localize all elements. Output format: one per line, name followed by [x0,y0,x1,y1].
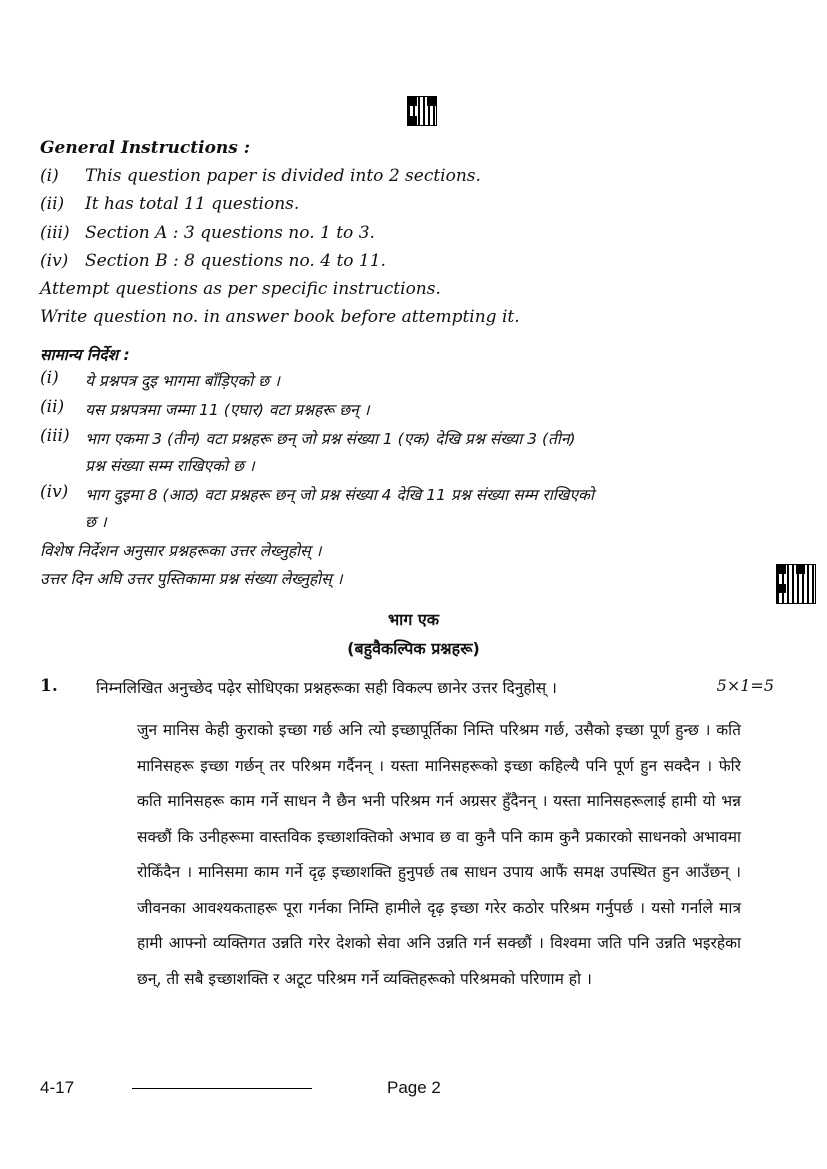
page-number: Page 2 [387,1078,441,1097]
general-instructions-heading: General Instructions : [40,138,251,158]
instruction-number: (i) [40,166,59,186]
question-text: निम्नलिखित अनुच्छेद पढ़ेर सोधिएका प्रश्नहरूका सही विकल्प छानेर उत्तर दिनुहोस् । [96,679,557,697]
instruction-note: Attempt questions as per specific instructions. [40,279,441,299]
instruction-text: भाग दुइमा 8 (आठ) वटा प्रश्नहरू छन् जो प्रश्न संख्या 4 देखि 11 प्रश्न संख्या सम्म राखिएको [85,486,594,504]
footer-divider [132,1088,312,1089]
qr-code-icon [776,564,816,604]
instruction-number: (iv) [40,482,69,502]
instruction-text: Section A : 3 questions no. 1 to 3. [85,223,375,243]
instruction-text: It has total 11 questions. [85,194,300,214]
instruction-number: (iii) [40,426,70,446]
instruction-text: यस प्रश्नपत्रमा जम्मा 11 (एघार) वटा प्रश्नहरू छन् । [85,401,370,419]
nepali-instructions-heading: सामान्य निर्देश : [40,346,130,364]
paper-code: 4-17 [40,1078,75,1097]
instruction-text: This question paper is divided into 2 sections. [85,166,481,186]
qr-code-icon [407,96,437,126]
instruction-text: प्रश्न संख्या सम्म राखिएको छ । [85,457,255,475]
instruction-note: विशेष निर्देशन अनुसार प्रश्नहरूका उत्तर लेख्नुहोस् । [40,542,322,560]
instruction-number: (ii) [40,194,65,214]
instruction-number: (iv) [40,251,69,271]
instruction-number: (ii) [40,397,65,417]
instruction-number: (iii) [40,223,70,243]
instruction-note: Write question no. in answer book before attempting it. [40,307,520,327]
section-subtitle: (बहुवैकल्पिक प्रश्नहरू) [347,639,480,658]
question-number: 1. [40,676,58,696]
reading-passage: जुन मानिस केही कुराको इच्छा गर्छ अनि त्यो इच्छापूर्तिका निम्ति परिश्रम गर्छ, उसैको इच्छा पूर्ण हुन्छ । कति मानिसहरू इच्छा गर्छन् तर परिश्रम गर्दैनन् । यस्ता मानिसहरूको इच्छा कहिल्यै पनि पूर्ण हुन सक्दैन । फेरि कति मानिसहरू काम गर्ने साधन नै छैन भनी परिश्रम गर्न अग्रसर हुँदैनन् । यस्ता मानिसहरूलाई हामी यो भन्न सक्छौं कि उनीहरूमा वास्तविक इच्छाशक्तिको अभाव छ वा कुनै पनि काम कुनै प्रकारको साधनको अभावमा रोकिँदैन । मानिसमा काम गर्ने दृढ़ इच्छाशक्ति हुनुपर्छ तब साधन उपाय आफैं समक्ष उपस्थित हुन आउँछन् । जीवनका आवश्यकताहरू पूरा गर्नका निम्ति हामीले दृढ़ इच्छा गरेर कठोर परिश्रम गर्नुपर्छ । यसो गर्नाले मात्र हामी आफ्नो व्यक्तिगत उन्नति गरेर देशको सेवा अनि उन्नति गर्न सक्छौं । विश्वमा जति पनि उन्नति भइरहेका छन्, ती सबै इच्छाशक्ति र अटूट परिश्रम गर्ने व्यक्तिहरूको परिश्रमको परिणाम हो । [137,721,741,988]
instruction-text: भाग एकमा 3 (तीन) वटा प्रश्नहरू छन् जो प्रश्न संख्या 1 (एक) देखि प्रश्न संख्या 3 (तीन) [85,430,576,448]
question-marks: 5×1=5 [716,676,774,695]
instruction-text: Section B : 8 questions no. 4 to 11. [85,251,386,271]
instruction-text: ये प्रश्नपत्र दुइ भागमा बाँड़िएको छ । [85,372,280,390]
section-title: भाग एक [387,610,440,629]
instruction-note: उत्तर दिन अघि उत्तर पुस्तिकामा प्रश्न संख्या लेख्नुहोस् । [40,570,343,588]
instruction-number: (i) [40,368,59,388]
instruction-text: छ । [85,513,107,531]
